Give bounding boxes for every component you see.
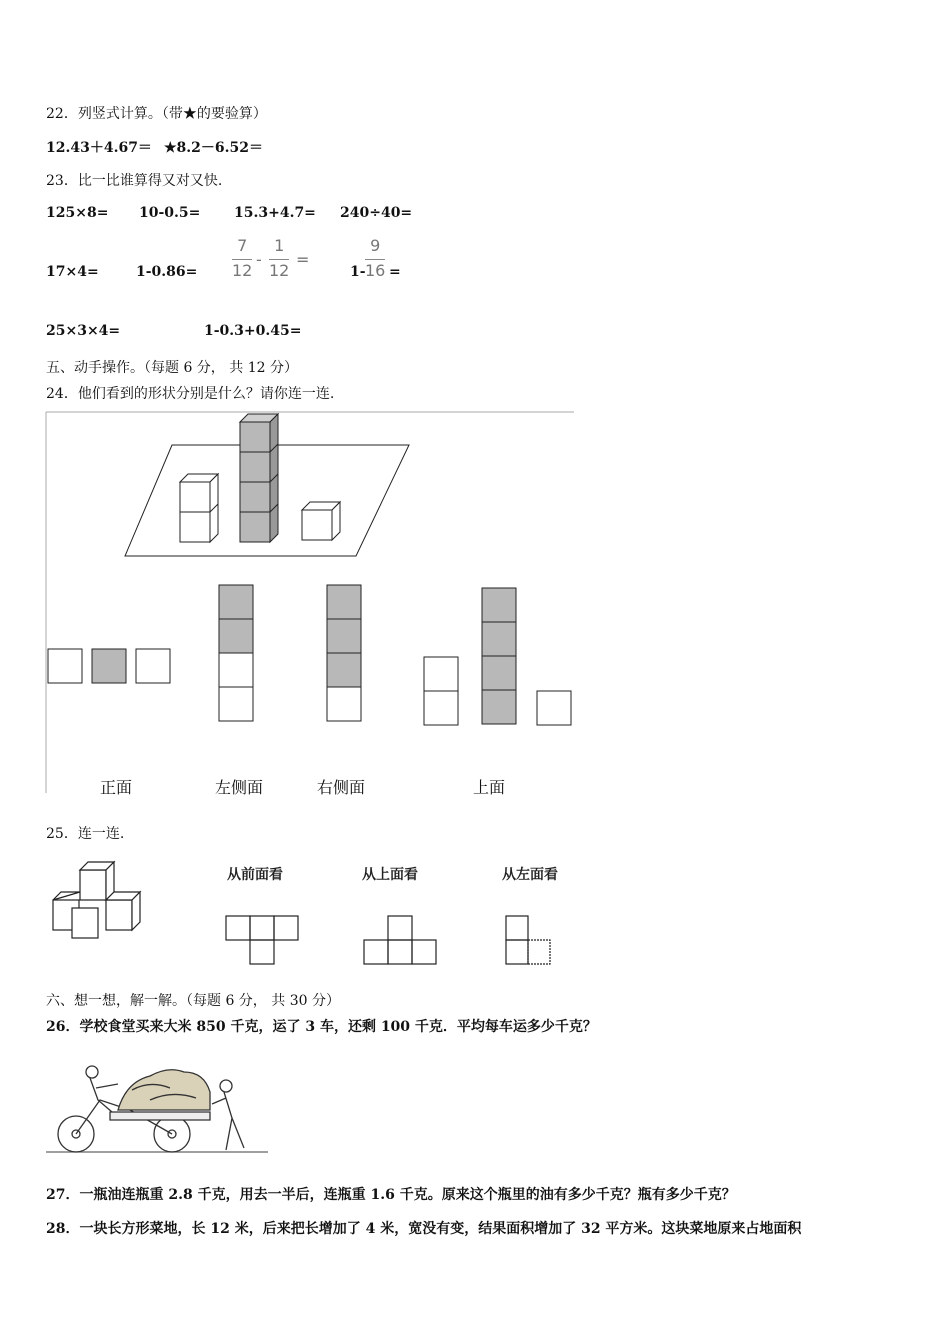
q23-r3-a: 25×3×4=: [46, 323, 121, 339]
pusher-head: [220, 1080, 232, 1092]
q24-title: 24．他们看到的形状分别是什么？请你连一连.: [46, 386, 335, 402]
q23-r2-d-prefix: 1-: [350, 264, 366, 280]
q23-r2-d-eq: =: [389, 264, 401, 280]
frac3-den: 16: [365, 261, 386, 280]
cart-bed: [110, 1112, 210, 1120]
q23-r2-b: 1-0.86=: [136, 264, 198, 280]
q23-title: 23．比一比谁算得又对又快.: [46, 173, 223, 189]
q25-title: 25．连一连.: [46, 826, 125, 842]
pusher-body: [212, 1092, 244, 1150]
q23-r2-a: 17×4=: [46, 264, 99, 280]
frac1-den: 12: [232, 261, 253, 280]
minus-sign: -: [256, 250, 262, 269]
q26-text: 26．学校食堂买来大米 850 千克，运了 3 车，还剩 100 千克．平均每车运多少千克？: [46, 1019, 597, 1035]
label-top: 上面: [473, 778, 506, 797]
q22-ex2: ★8.2－6.52＝: [164, 140, 264, 156]
q27-text: 27．一瓶油连瓶重 2.8 千克，用去一半后，连瓶重 1.6 千克。原来这个瓶里的油有多少千克？瓶有多少千克？: [46, 1187, 736, 1203]
equals-sign: =: [296, 250, 310, 269]
section5-title: 五、动手操作。（每题 6 分， 共 12 分）: [46, 360, 298, 376]
q22-title: 22．列竖式计算。（带★的要验算）: [46, 106, 267, 122]
rider-head: [86, 1066, 98, 1078]
label-left-side: 左侧面: [215, 778, 264, 797]
q23-r1-c: 15.3+4.7=: [234, 205, 316, 221]
rice-sacks: [118, 1070, 210, 1110]
frac2-den: 12: [269, 261, 290, 280]
q23-r1-d: 240÷40=: [340, 205, 413, 221]
view-label-top: 从上面看: [362, 867, 418, 883]
rider-body: [90, 1078, 118, 1112]
q23-r1-a: 125×8=: [46, 205, 109, 221]
q22-ex1: 12.43＋4.67＝: [46, 140, 152, 156]
label-right-side: 右侧面: [317, 778, 366, 797]
section6-title: 六、想一想，解一解。（每题 6 分， 共 30 分）: [46, 993, 340, 1009]
q23-r1-b: 10-0.5=: [139, 205, 201, 221]
q28-text: 28．一块长方形菜地，长 12 米，后来把长增加了 4 米，宽没有变，结果面积增加了 32 平方米。这块菜地原来占地面积: [46, 1221, 802, 1237]
frac1-num: 7: [237, 236, 248, 255]
q23-r3-b: 1-0.3+0.45=: [204, 323, 302, 339]
view-label-front: 从前面看: [227, 867, 283, 883]
label-front: 正面: [100, 778, 133, 797]
view-label-left: 从左面看: [502, 867, 558, 883]
frac3-num: 9: [370, 236, 381, 255]
frac2-num: 1: [274, 236, 285, 255]
